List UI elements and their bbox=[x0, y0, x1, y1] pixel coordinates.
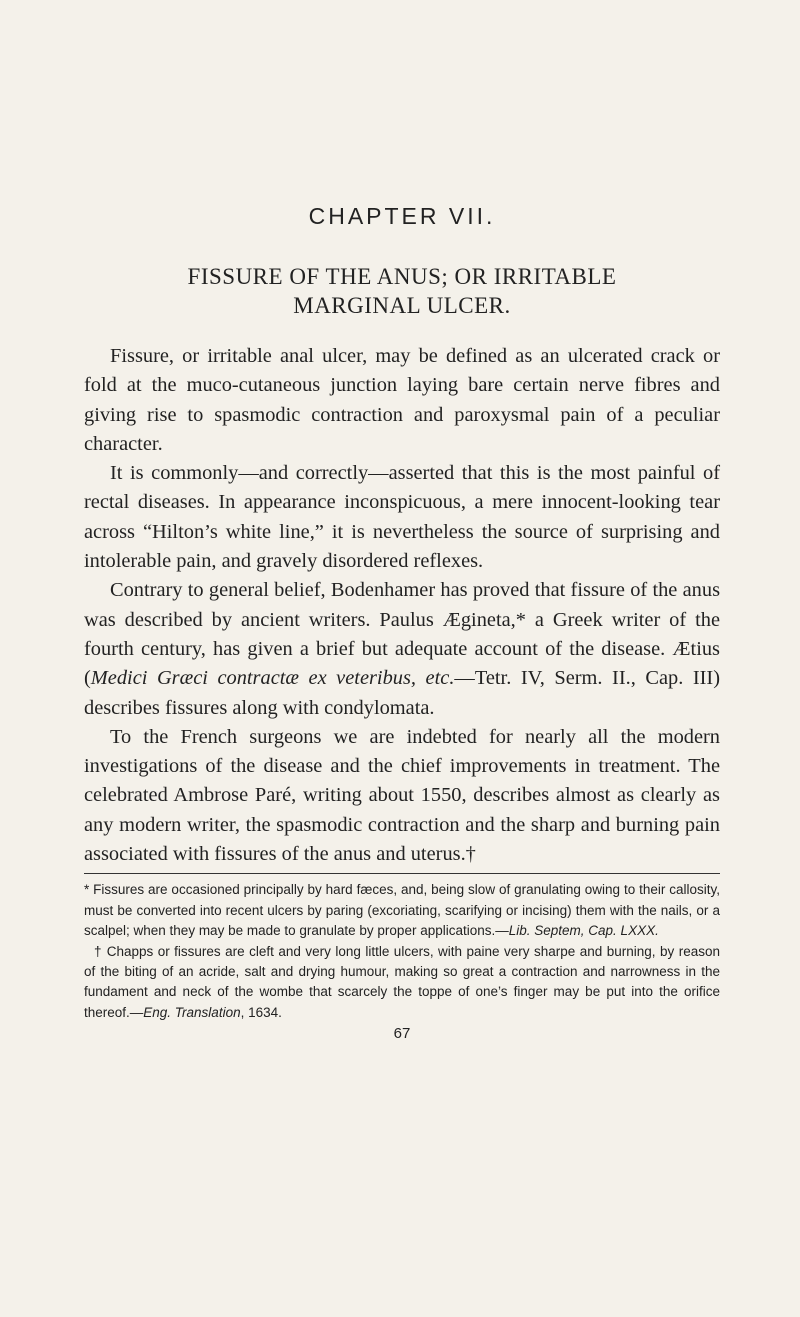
paragraph-3-text-a: Contrary to general belief, Bodenhamer has proved that fissure of the anus was described by ancient writers. Paulus Ægineta,* a Greek writer of the fourth century, has given a brief but adequate account of the disease. Ætius ( bbox=[84, 579, 720, 690]
footnote-2-italic: Eng. Translation bbox=[143, 1004, 241, 1020]
footnote-1-italic: Lib. Septem, Cap. LXXX. bbox=[508, 923, 659, 939]
paragraph-2: It is commonly—and correctly—asserted that this is the most painful of rectal diseases. In appearance inconspicuous, a mere innocent-looking tear across “Hilton’s white line,” it is nevertheless the source of surprising and intolerable pain, and gravely disordered reflexes. bbox=[84, 462, 720, 573]
chapter-title-line-2: MARGINAL ULCER. bbox=[293, 293, 511, 318]
chapter-heading: CHAPTER VII. bbox=[308, 203, 496, 229]
paragraph-3-text-b: —Tetr. IV, Serm. II., Cap. III) describes fissures along with condylomata. bbox=[84, 667, 720, 719]
footnote-2-text-end: , 1634. bbox=[240, 1004, 282, 1020]
footnote-rule bbox=[84, 873, 720, 874]
paragraph-4: To the French surgeons we are indebted for nearly all the modern investigations of the disease and the chief improvements in treatment. The celebrated Ambrose Paré, writing about 1550, describes almost as clearly as any modern writer, the spasmodic contraction and the sharp and burning pain associated with fissures of the anus and uterus.† bbox=[84, 725, 720, 866]
body-text bbox=[84, 342, 720, 869]
footnotes bbox=[84, 880, 720, 1023]
footnote-2-text: † Chapps or fissures are cleft and very long little ulcers, with paine very sharpe and burning, by reason of the biting of an acride, salt and drying humour, making so great a contraction and narrowness in the fundament and neck of the wombe that scarcely the toppe of one’s finger may be put into the orifice thereof.— bbox=[84, 943, 720, 1020]
paragraph-1: Fissure, or irritable anal ulcer, may be defined as an ulcerated crack or fold at the muco-cutaneous junction laying bare certain nerve fibres and giving rise to spasmodic contraction and paroxysmal pain of a peculiar character. bbox=[84, 345, 720, 455]
paragraph-3 bbox=[84, 576, 720, 722]
footnote-1 bbox=[84, 880, 720, 941]
chapter-title bbox=[84, 262, 720, 320]
footnote-2 bbox=[84, 942, 720, 1024]
page-content bbox=[84, 203, 720, 1042]
footnote-1-text: * Fissures are occasioned principally by hard fæces, and, being slow of granulating owing to their callosity, must be converted into recent ulcers by paring (excoriating, scarifying or incising) them with the nails, or a scalpel; when they may be made to granulate by proper applications.— bbox=[84, 882, 720, 939]
page-number: 67 bbox=[393, 1025, 411, 1043]
chapter-title-line-1: FISSURE OF THE ANUS; OR IRRITABLE bbox=[187, 264, 617, 289]
paragraph-3-italic: Medici Græci contractæ ex veteribus, etc. bbox=[90, 667, 455, 690]
